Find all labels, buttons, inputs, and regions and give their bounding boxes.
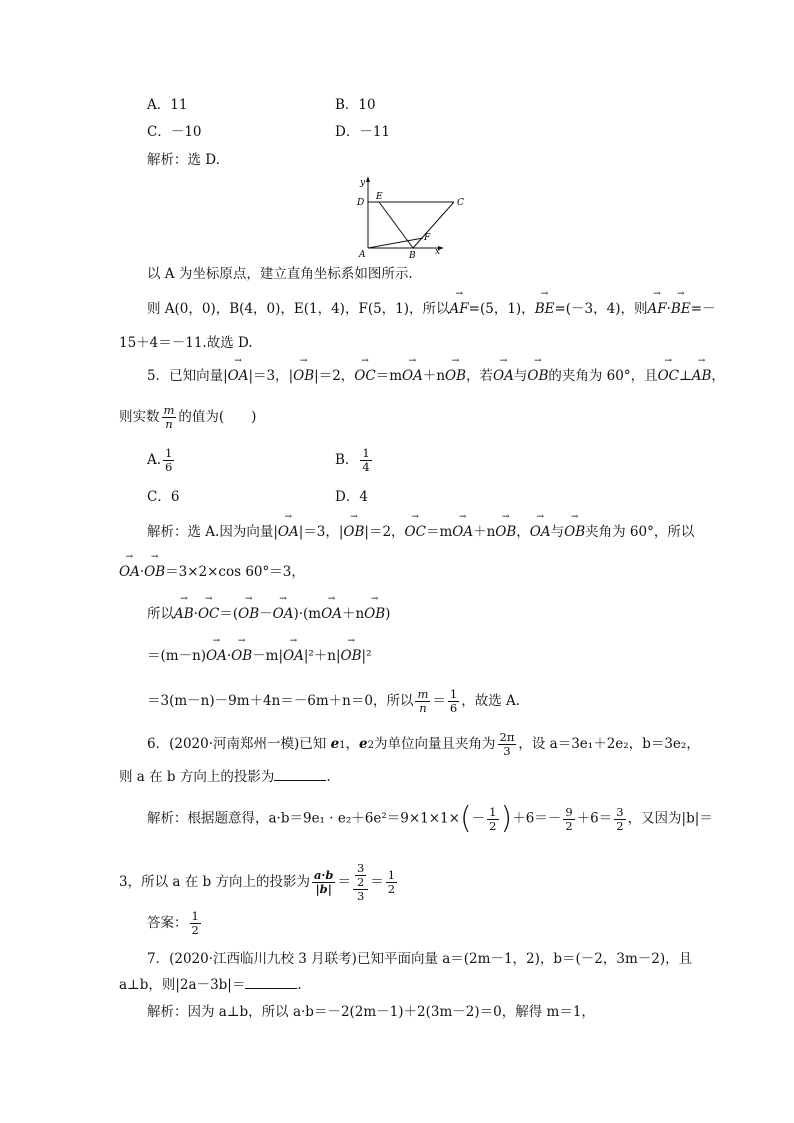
option-d: D．4 (335, 489, 368, 505)
option-c: C．－10 (147, 124, 202, 140)
option-a: A. $\frac{1}{6}$ (147, 446, 173, 474)
solution-heading: 解析：选 D. (147, 152, 220, 168)
question-stem: 5．已知向量|→ OA|＝3，|→ OB|＝2，→ OC＝m→ OA＋n→ OB，若→ OA与→ OB的夹角为 60°，且→ OC⊥→ AB， (147, 367, 725, 385)
option-a: A．11 (147, 97, 188, 113)
label-f: F (424, 233, 431, 243)
label-d: D (357, 198, 365, 208)
question-stem: 则 a 在 b 方向上的投影为 . (119, 769, 331, 785)
label-b: B (409, 251, 416, 260)
solution-line: → OA·→ OB＝3×2×cos 60°＝3， (119, 563, 305, 581)
answer-blank[interactable] (274, 768, 326, 781)
coordinate-figure (350, 172, 475, 260)
option-b: B． $\frac{1}{4}$ (335, 446, 370, 474)
solution-line: 解析：因为 a⊥b，所以 a·b＝－2(2m－1)＋2(3m－2)＝0，解得 m＝1， (147, 1004, 595, 1020)
option-c: C．6 (147, 489, 180, 505)
solution-line: 以 A 为坐标原点，建立直角坐标系如图所示. (147, 266, 413, 282)
solution-line: 3，所以 a 在 b 方向上的投影为 $\frac{a\cdot b}{|b|}$ ＝ $\frac{\frac{3}{2}}{3}$ ＝ $\frac{1}{2}$ (119, 861, 396, 903)
solution-line: 解析：选 A.因为向量|→ OA|＝3，|→ OB|＝2，→ OC＝m→ OA＋n→ OB，→ OA与→ OB夹角为 60°，所以 (147, 523, 694, 541)
solution-line: ＝(m－n)→ OA·→ OB－m|→ OA|²＋n|→ OB|² (147, 647, 372, 665)
solution-line: ＝3(m－n)－9m＋4n＝－6m＋n＝0，所以 $\frac{m}{n}$ ＝ $\frac{1}{6}$ ，故选 A. (147, 687, 521, 715)
solution-line: 所以→ AB·→ OC＝(→ OB－→ OA)·(m→ OA＋n→ OB) (147, 605, 390, 623)
question-stem: a⊥b，则|2a－3b|＝ . (119, 977, 302, 993)
label-c: C (457, 198, 464, 208)
question-stem: 6．(2020·河南郑州一模)已知 e1，e2为单位向量且夹角为 $\frac{2\pi}{3}$ ，设 a＝3e₁＋2e₂，b＝3e₂， (147, 730, 700, 758)
answer-blank[interactable] (245, 976, 297, 989)
label-x: x (435, 247, 441, 257)
option-d: D．－11 (335, 124, 391, 140)
solution-line: 15＋4＝－11.故选 D. (119, 335, 253, 351)
label-y: y (360, 178, 366, 188)
answer-line: 答案： $\frac{1}{2}$ (147, 909, 199, 937)
question-stem: 则实数 $\frac{m}{n}$ 的值为( ) (119, 403, 257, 431)
solution-line: 解析：根据题意得，a·b＝9e₁ · e₂＋6e²＝9×1×1×(－ $\frac{1}{2}$ )＋6＝－ $\frac{9}{2}$ ＋6＝ $\frac{3}{2}$ ，又因为|b|＝ (147, 801, 713, 836)
solution-line: 则 A(0，0)，B(4，0)，E(1，4)，F(5，1)，所以→ AF=(5，1)，→ BE=(－3，4)，则→ AF·→ BE=－ (147, 300, 716, 318)
label-a: A (359, 250, 366, 260)
question-stem: 7．(2020·江西临川九校 3 月联考)已知平面向量 a＝(2m－1，2)，b＝(－2，3m－2)，且 (147, 951, 693, 967)
option-b: B．10 (335, 97, 376, 113)
label-e: E (376, 192, 383, 202)
